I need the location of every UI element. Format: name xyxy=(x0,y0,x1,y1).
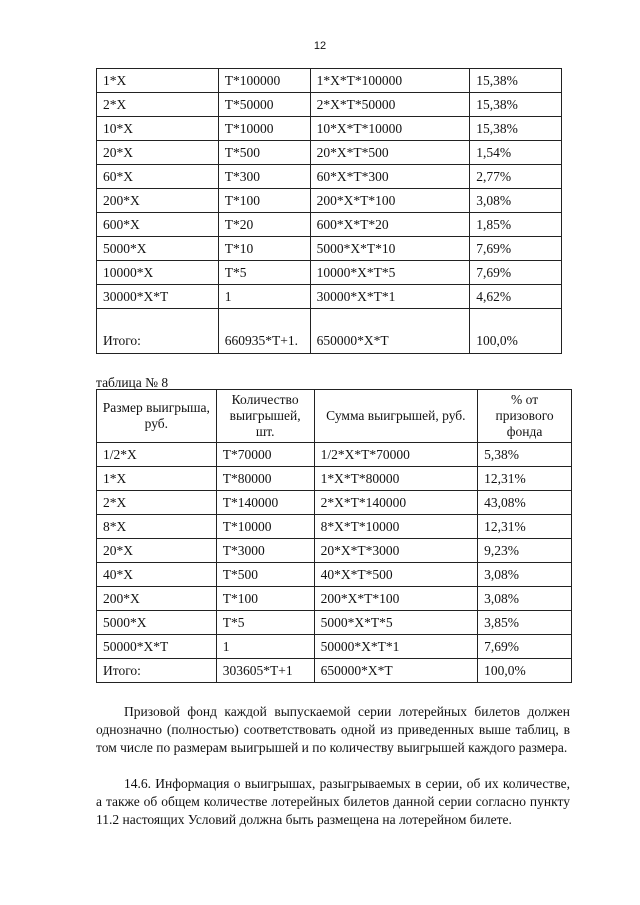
total-percent: 100,0% xyxy=(470,309,562,354)
table-row xyxy=(97,443,572,467)
prize-count: Т*80000 xyxy=(216,467,314,491)
prize-sum: 1*Х*Т*100000 xyxy=(310,69,470,93)
header-prize-size: Размер выигрыша, руб. xyxy=(97,390,217,443)
table-row xyxy=(97,237,562,261)
prize-size: 20*Х xyxy=(97,539,217,563)
table-row xyxy=(97,189,562,213)
prize-sum: 5000*Х*Т*5 xyxy=(314,611,478,635)
prize-size: 8*Х xyxy=(97,515,217,539)
prize-size: 30000*Х*Т xyxy=(97,285,219,309)
prize-percent: 4,62% xyxy=(470,285,562,309)
prize-count: Т*10000 xyxy=(218,117,310,141)
total-percent: 100,0% xyxy=(478,659,572,683)
prize-sum: 1*Х*Т*80000 xyxy=(314,467,478,491)
prize-count: Т*300 xyxy=(218,165,310,189)
prize-size: 200*Х xyxy=(97,189,219,213)
table-row xyxy=(97,213,562,237)
prize-size: 10*Х xyxy=(97,117,219,141)
prize-count: Т*10 xyxy=(218,237,310,261)
prize-size: 5000*Х xyxy=(97,237,219,261)
header-prize-count: Количество выигрышей, шт. xyxy=(216,390,314,443)
prize-sum: 20*Х*Т*500 xyxy=(310,141,470,165)
prize-size: 200*Х xyxy=(97,587,217,611)
total-label: Итого: xyxy=(97,659,217,683)
table-row xyxy=(97,285,562,309)
prize-count: Т*5 xyxy=(218,261,310,285)
table-row xyxy=(97,93,562,117)
table-row xyxy=(97,467,572,491)
prize-sum: 10*Х*Т*10000 xyxy=(310,117,470,141)
total-sum: 650000*Х*Т xyxy=(310,309,470,354)
prize-count: Т*100000 xyxy=(218,69,310,93)
table-header-row xyxy=(97,390,572,443)
prize-sum: 1/2*Х*Т*70000 xyxy=(314,443,478,467)
prize-count: Т*50000 xyxy=(218,93,310,117)
prize-percent: 43,08% xyxy=(478,491,572,515)
prize-table-8 xyxy=(96,389,572,683)
prize-percent: 1,85% xyxy=(470,213,562,237)
section-14-6-paragraph: 14.6. Информация о выигрышах, разыгрываемых в серии, об их количестве, а также об общем количестве лотерейных билетов данной серии согласно пункту 11.2 настоящих Условий должна быть размещена на лотерейном билете. xyxy=(96,776,570,827)
prize-percent: 7,69% xyxy=(478,635,572,659)
total-count: 660935*Т+1. xyxy=(218,309,310,354)
table-row xyxy=(97,611,572,635)
prize-percent: 3,85% xyxy=(478,611,572,635)
table-8-caption: таблица № 8 xyxy=(96,375,169,390)
prize-sum: 2*Х*Т*50000 xyxy=(310,93,470,117)
total-row xyxy=(97,659,572,683)
header-prize-percent: % от призового фонда xyxy=(478,390,572,443)
table-row xyxy=(97,539,572,563)
prize-sum: 10000*Х*Т*5 xyxy=(310,261,470,285)
prize-sum: 200*Х*Т*100 xyxy=(310,189,470,213)
prize-sum: 5000*Х*Т*10 xyxy=(310,237,470,261)
prize-percent: 2,77% xyxy=(470,165,562,189)
prize-sum: 8*Х*Т*10000 xyxy=(314,515,478,539)
table-row xyxy=(97,587,572,611)
prize-percent: 15,38% xyxy=(470,93,562,117)
prize-size: 40*Х xyxy=(97,563,217,587)
prize-count: Т*100 xyxy=(216,587,314,611)
table-row xyxy=(97,491,572,515)
prize-sum: 2*Х*Т*140000 xyxy=(314,491,478,515)
prize-size: 2*Х xyxy=(97,93,219,117)
total-label: Итого: xyxy=(97,309,219,354)
prize-size: 2*Х xyxy=(97,491,217,515)
prize-sum: 600*Х*Т*20 xyxy=(310,213,470,237)
prize-percent: 15,38% xyxy=(470,69,562,93)
table-row xyxy=(97,635,572,659)
prize-size: 1*Х xyxy=(97,69,219,93)
table-row xyxy=(97,563,572,587)
prize-sum: 60*Х*Т*300 xyxy=(310,165,470,189)
prize-count: Т*20 xyxy=(218,213,310,237)
prize-size: 600*Х xyxy=(97,213,219,237)
prize-count: Т*500 xyxy=(216,563,314,587)
prize-percent: 15,38% xyxy=(470,117,562,141)
header-prize-sum: Сумма выигрышей, руб. xyxy=(314,390,478,443)
prize-percent: 1,54% xyxy=(470,141,562,165)
prize-sum: 20*Х*Т*3000 xyxy=(314,539,478,563)
prize-percent: 3,08% xyxy=(478,563,572,587)
prize-count: 1 xyxy=(218,285,310,309)
prize-percent: 7,69% xyxy=(470,261,562,285)
prize-fund-paragraph: Призовой фонд каждой выпускаемой серии лотерейных билетов должен однозначно (полностью) соответствовать одной из приведенных выше таблиц, в том числе по размерам выигрышей и по количеству выигрышей каждого размера. xyxy=(96,704,570,755)
prize-percent: 3,08% xyxy=(478,587,572,611)
total-sum: 650000*Х*Т xyxy=(314,659,478,683)
prize-percent: 12,31% xyxy=(478,515,572,539)
prize-percent: 3,08% xyxy=(470,189,562,213)
table-row xyxy=(97,515,572,539)
prize-size: 5000*Х xyxy=(97,611,217,635)
prize-count: Т*3000 xyxy=(216,539,314,563)
prize-table-7 xyxy=(96,68,562,354)
page-number: 12 xyxy=(313,40,327,52)
prize-size: 1*Х xyxy=(97,467,217,491)
prize-percent: 5,38% xyxy=(478,443,572,467)
prize-sum: 200*Х*Т*100 xyxy=(314,587,478,611)
table-row xyxy=(97,117,562,141)
total-row xyxy=(97,309,562,354)
prize-size: 50000*Х*Т xyxy=(97,635,217,659)
prize-count: Т*100 xyxy=(218,189,310,213)
prize-count: Т*5 xyxy=(216,611,314,635)
table-row xyxy=(97,165,562,189)
table-row xyxy=(97,141,562,165)
prize-size: 20*Х xyxy=(97,141,219,165)
prize-count: Т*140000 xyxy=(216,491,314,515)
prize-sum: 40*Х*Т*500 xyxy=(314,563,478,587)
prize-sum: 50000*Х*Т*1 xyxy=(314,635,478,659)
prize-size: 10000*Х xyxy=(97,261,219,285)
total-count: 303605*Т+1 xyxy=(216,659,314,683)
prize-count: Т*70000 xyxy=(216,443,314,467)
prize-sum: 30000*Х*Т*1 xyxy=(310,285,470,309)
prize-percent: 7,69% xyxy=(470,237,562,261)
prize-count: Т*500 xyxy=(218,141,310,165)
prize-percent: 12,31% xyxy=(478,467,572,491)
prize-count: Т*10000 xyxy=(216,515,314,539)
prize-percent: 9,23% xyxy=(478,539,572,563)
prize-size: 1/2*Х xyxy=(97,443,217,467)
prize-size: 60*Х xyxy=(97,165,219,189)
table-row xyxy=(97,69,562,93)
table-row xyxy=(97,261,562,285)
prize-count: 1 xyxy=(216,635,314,659)
